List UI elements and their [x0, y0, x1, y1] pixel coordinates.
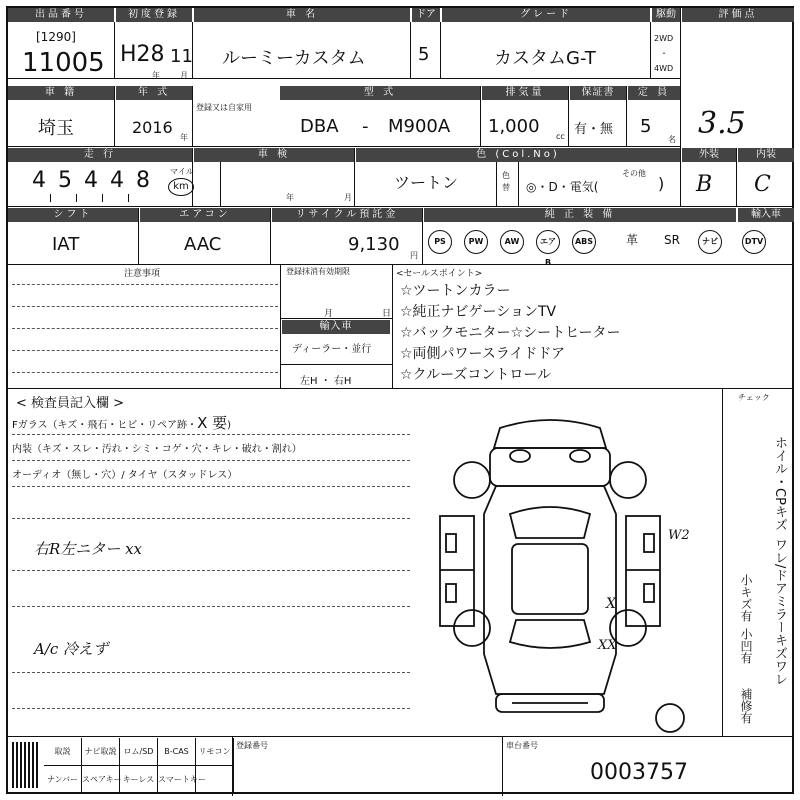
capacity-unit: 名: [668, 135, 676, 144]
recycle-unit: 円: [410, 251, 418, 260]
header-equipment: 純 正 装 備: [424, 208, 736, 222]
ac: AAC: [184, 234, 222, 255]
header-displacement: 排気量: [482, 86, 568, 100]
shaken-year: 年: [286, 193, 294, 202]
digit-divider: [102, 194, 103, 202]
footer-item: B-CAS: [158, 738, 196, 766]
header-mileage: 走 行: [8, 148, 192, 162]
model-prefix: DBA: [300, 116, 339, 137]
header-ac: エアコン: [140, 208, 270, 222]
glass-close: ): [227, 420, 232, 431]
header-drive: 駆動: [652, 8, 680, 22]
sales-point-item: ☆両側パワースライドドア: [400, 346, 566, 362]
reg-month: 月: [324, 309, 334, 319]
shaken-month: 月: [344, 193, 352, 202]
header-lot-no: 出品番号: [8, 8, 114, 22]
mileage-digit: 4: [84, 168, 98, 193]
sales-point-item: ☆クルーズコントロール: [400, 367, 552, 383]
equipment-badge: エアB: [536, 230, 560, 254]
digit-divider: [76, 194, 77, 202]
grade: カスタムG-T: [494, 48, 596, 69]
inspector-label: < 検査員記入欄 >: [16, 396, 125, 411]
footer-item: スペアキー: [82, 766, 120, 794]
header-warranty: 保証書: [570, 86, 626, 100]
car-name: ルーミーカスタム: [222, 48, 366, 69]
drive-2wd: 2WD: [654, 34, 674, 43]
diagram-note-w2: W2: [668, 528, 690, 543]
mileage-km: [168, 178, 194, 196]
import-dealer: ディーラー・並行: [292, 344, 372, 355]
displacement-unit: cc: [556, 132, 565, 141]
header-interior: 内装: [738, 148, 794, 162]
header-import: 輸入車: [738, 208, 794, 222]
sales-point-item: ☆純正ナビゲーションTV: [400, 304, 557, 320]
side-note-col2: 小キズ有: [739, 574, 753, 622]
header-eval: 評価点: [682, 8, 794, 22]
interior-grade: C: [754, 172, 771, 197]
header-shift: シフト: [8, 208, 138, 222]
equipment-badge: ABS: [572, 230, 596, 254]
exterior-grade: B: [696, 172, 713, 197]
footer-item: ロム/SD: [120, 738, 158, 766]
capacity: 5: [640, 116, 652, 137]
side-note-col1: ホイル・CPキズ: [772, 436, 787, 531]
diagram-note-x2: XX: [598, 638, 617, 653]
handwritten-note-1: 右R左ニター xx: [34, 540, 142, 558]
inspection-label: 車台番号: [506, 741, 538, 750]
side-note-col3: 補修有: [739, 688, 753, 724]
model-code: M900A: [388, 116, 451, 137]
lot-number: 11005: [22, 48, 105, 78]
equipment-badge: PW: [464, 230, 488, 254]
drive-4wd: 4WD: [654, 64, 674, 73]
header-doors: ドア: [412, 8, 440, 22]
sales-point-item: ☆ツートンカラー: [400, 283, 511, 299]
reg-expiry-label: 登録抹消有効期限: [286, 267, 350, 276]
sales-points-label: <セールスポイント>: [396, 269, 483, 279]
mileage-digit: 5: [58, 168, 72, 193]
car-diagram: [420, 404, 680, 734]
sales-point-item: ☆バックモニター☆シートヒーター: [400, 325, 621, 341]
shift: IAT: [52, 234, 80, 255]
reg-no-label: 登録番号: [236, 741, 268, 750]
recycle-amount: 9,130: [348, 234, 400, 255]
first-reg-era: H28: [120, 42, 165, 67]
lot-bracket: [1290]: [36, 30, 76, 44]
inspection-number: 0003757: [590, 760, 688, 785]
footer-item: 取説: [44, 738, 82, 766]
barcode: [12, 742, 40, 788]
footer-item: [196, 766, 234, 794]
glass-mark: X 要: [197, 414, 228, 432]
digit-divider: [128, 194, 129, 202]
header-car-name: 車 名: [194, 8, 410, 22]
footer-item: スマートキー: [158, 766, 196, 794]
header-import-type: 輸入車: [282, 320, 390, 334]
header-model: 型 式: [280, 86, 480, 100]
equipment-badge: AW: [500, 230, 524, 254]
first-reg-month: 11: [170, 46, 193, 67]
equipment-badge: 革: [625, 233, 638, 247]
header-recycle: リサイクル預託金: [272, 208, 422, 222]
footer-item: ナンバー: [44, 766, 82, 794]
import-steering: 左H ・ 右H: [300, 376, 352, 387]
mileage-digit: 4: [110, 168, 124, 193]
warranty: 有・無: [574, 122, 614, 137]
glass-note-text: Fガラス（キズ・飛石・ヒビ・リペア跡・: [12, 420, 198, 431]
color-tint: 色替: [502, 171, 510, 192]
first-reg-month-unit: 月: [180, 71, 188, 80]
mileage-km-label: km: [173, 181, 189, 192]
header-first-reg: 初度登録: [116, 8, 192, 22]
auction-sheet: [6, 6, 794, 794]
glass-note: [12, 412, 231, 433]
mileage-digit: 8: [136, 168, 150, 193]
header-grade: グレード: [442, 8, 650, 22]
mileage-digit: 4: [32, 168, 46, 193]
equipment-badge: ナビ: [698, 230, 722, 254]
header-prefecture: 車 籍: [8, 86, 114, 100]
model-sep: -: [362, 116, 369, 137]
interior-note: 内装（キズ・スレ・汚れ・シミ・コゲ・穴・キレ・破れ・割れ）: [12, 444, 302, 455]
side-note-col1b: ワレ/ドアミラーキズワレ: [772, 538, 787, 686]
header-shaken: 車 検: [194, 148, 354, 162]
header-capacity: 定 員: [628, 86, 680, 100]
equipment-badge: PS: [428, 230, 452, 254]
digit-divider: [50, 194, 51, 202]
equipment-badge: DTV: [742, 230, 766, 254]
model-year: 2016: [132, 118, 173, 137]
drive-dot: ・: [660, 49, 668, 58]
footer-item: キーレス: [120, 766, 158, 794]
reg-day: 日: [382, 309, 392, 319]
handwritten-note-2: A/c 冷えず: [34, 640, 109, 658]
displacement: 1,000: [488, 116, 540, 137]
header-exterior: 外装: [682, 148, 736, 162]
color-other: その他: [622, 169, 646, 178]
doors: 5: [418, 44, 430, 65]
prefecture: 埼玉: [38, 118, 74, 139]
model-year-unit: 年: [180, 133, 188, 142]
reg-type: 登録又は自家用: [196, 103, 252, 112]
footer-item: ナビ取説: [82, 738, 120, 766]
side-note-col2b: 小凹有: [739, 628, 753, 664]
mileage-mile: マイル: [170, 167, 194, 176]
notes-label: 注意事項: [124, 269, 161, 279]
audio-note: オーディオ（無し・穴）/ タイヤ（スタッドレス）: [12, 470, 238, 481]
footer-item: リモコン: [196, 738, 234, 766]
header-color: 色 (Col.No): [356, 148, 680, 162]
color-change: ◎・D・電気(: [526, 180, 599, 194]
equipment-badge: SR: [664, 233, 680, 247]
checker-label: チェック: [738, 393, 770, 402]
eval-score: 3.5: [698, 106, 746, 141]
diagram-note-x1: X: [606, 596, 616, 612]
first-reg-year-unit: 年: [152, 71, 160, 80]
color-name: ツートン: [394, 173, 459, 192]
header-model-year: 年 式: [116, 86, 192, 100]
color-close: ): [658, 174, 665, 193]
